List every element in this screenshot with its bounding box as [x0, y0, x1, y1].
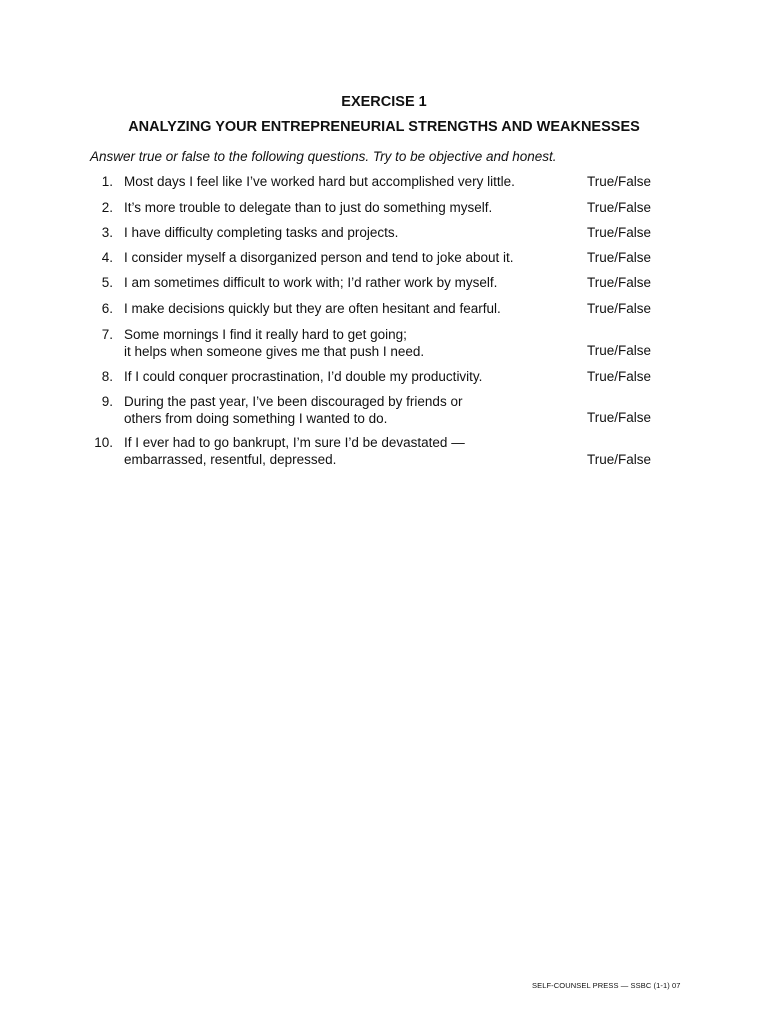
exercise-label: EXERCISE 1: [341, 94, 427, 110]
true-false-answer: True/False: [587, 410, 652, 425]
question-number: 4.: [101, 250, 113, 265]
question-line: During the past year, I’ve been discouraged by friends or: [124, 394, 463, 409]
question-text: [124, 274, 574, 291]
question-line: It’s more trouble to delegate than to just do something myself.: [124, 200, 493, 215]
true-false-answer: True/False: [587, 250, 652, 265]
question-line: I have difficulty completing tasks and projects.: [124, 225, 399, 240]
question-number: 3.: [101, 225, 113, 240]
question-line: I make decisions quickly but they are often hesitant and fearful.: [124, 301, 501, 316]
question-line: If I ever had to go bankrupt, I’m sure I’d be devastated —: [124, 435, 465, 450]
question-text: [124, 434, 574, 468]
question-text: [124, 393, 574, 427]
true-false-answer: True/False: [587, 452, 652, 467]
question-text: [124, 326, 574, 360]
true-false-answer: True/False: [587, 225, 652, 240]
question-line: others from doing something I wanted to do.: [124, 411, 388, 426]
question-line: it helps when someone gives me that push I need.: [124, 344, 425, 359]
question-text: [124, 224, 574, 241]
question-number: 1.: [101, 174, 113, 189]
true-false-answer: True/False: [587, 174, 652, 189]
true-false-answer: True/False: [587, 275, 652, 290]
question-number: 6.: [101, 301, 113, 316]
true-false-answer: True/False: [587, 369, 652, 384]
question-line: Some mornings I find it really hard to get going;: [124, 327, 407, 342]
question-text: [124, 249, 574, 266]
true-false-answer: True/False: [587, 343, 652, 358]
question-number: 8.: [101, 369, 113, 384]
question-number: 5.: [101, 275, 113, 290]
question-line: embarrassed, resentful, depressed.: [124, 452, 337, 467]
question-text: [124, 199, 574, 216]
instructions-text: Answer true or false to the following questions. Try to be objective and honest.: [90, 149, 557, 164]
question-line: Most days I feel like I’ve worked hard but accomplished very little.: [124, 174, 515, 189]
question-number: 10.: [94, 435, 113, 450]
true-false-answer: True/False: [587, 200, 652, 215]
question-number: 9.: [101, 394, 113, 409]
true-false-answer: True/False: [587, 301, 652, 316]
question-text: [124, 368, 574, 385]
question-line: I am sometimes difficult to work with; I’d rather work by myself.: [124, 275, 498, 290]
question-text: [124, 173, 574, 190]
exercise-title: ANALYZING YOUR ENTREPRENEURIAL STRENGTHS AND WEAKNESSES: [128, 119, 640, 135]
question-line: I consider myself a disorganized person and tend to joke about it.: [124, 250, 514, 265]
question-number: 2.: [101, 200, 113, 215]
question-number: 7.: [101, 327, 113, 342]
question-text: [124, 300, 574, 317]
question-line: If I could conquer procrastination, I’d double my productivity.: [124, 369, 483, 384]
page-footer: SELF-COUNSEL PRESS — SSBC (1-1) 07: [532, 981, 681, 990]
